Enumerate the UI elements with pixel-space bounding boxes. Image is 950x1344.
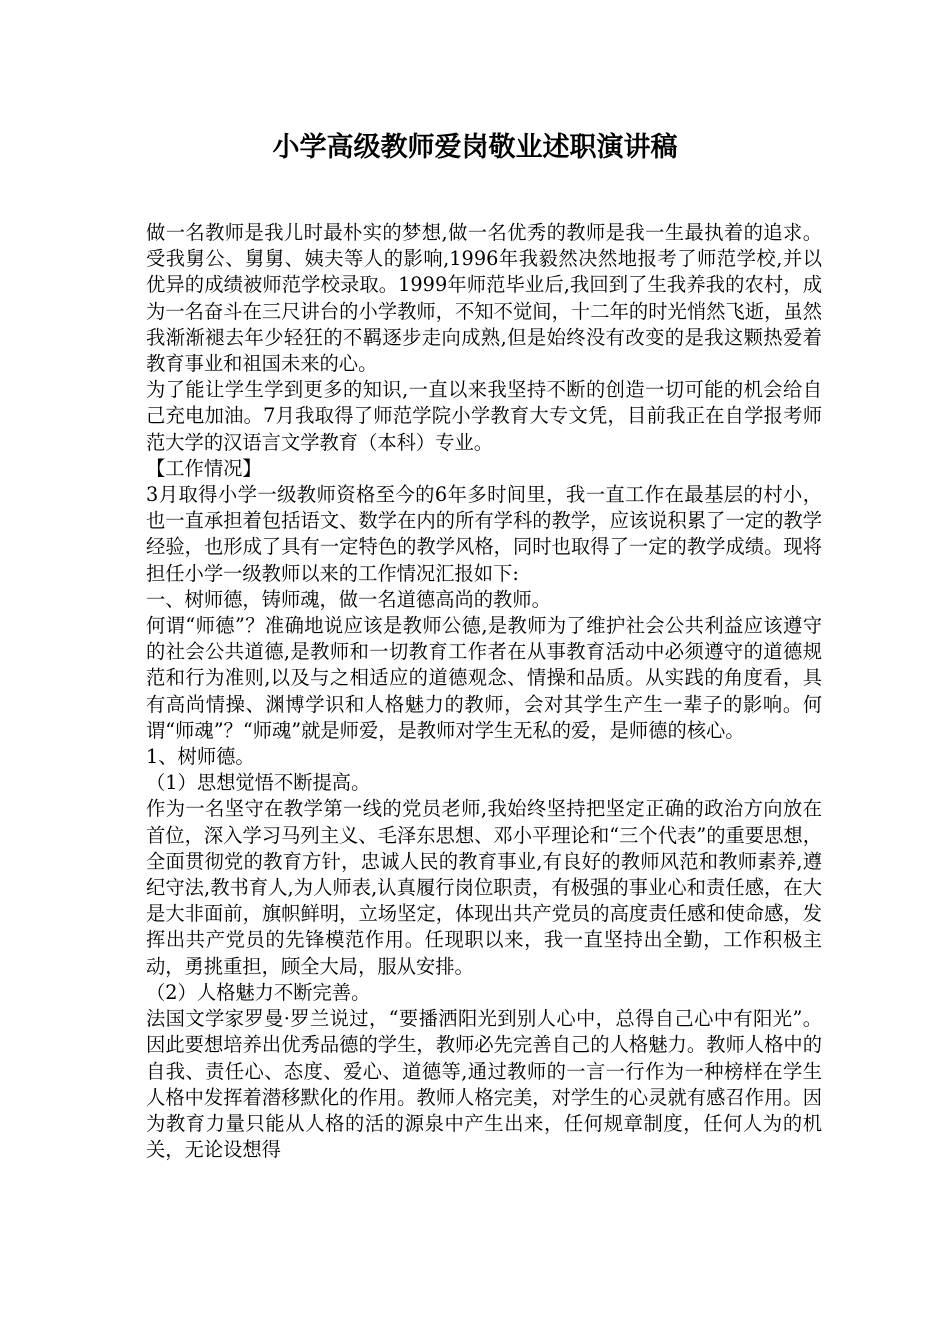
paragraph-personality: 法国文学家罗曼·罗兰说过，“要播洒阳光到别人心中，总得自己心中有阳光”。因此要想培养出优秀品德的学生，教师必先完善自己的人格魅力。教师人格中的自我、责任心、态度、爱心、道德等,通过教师的一言一行作为一种榜样在学生人格中发挥着潜移默化的作用。教师人格完美，对学生的心灵就有感召作用。因为教育力量只能从人格的活的源泉中产生出来，任何规章制度，任何人为的机关，无论设想得 bbox=[146, 1007, 822, 1162]
paragraph-work-summary: 3月取得小学一级教师资格至今的6年多时间里，我一直工作在最基层的村小，也一直承担着包括语文、数学在内的所有学科的教学，应该说积累了一定的教学经验，也形成了具有一定特色的教学风格，同时也取得了一定的教学成绩。现将担任小学一级教师以来的工作情况汇报如下: bbox=[146, 483, 822, 585]
paragraph-intro: 做一名教师是我儿时最朴实的梦想,做一名优秀的教师是我一生最执着的追求。受我舅公、舅舅、姨夫等人的影响,1996年我毅然决然地报考了师范学校,并以优异的成绩被师范学校录取。1999年师范毕业后,我回到了生我养我的农村，成为一名奋斗在三尺讲台的小学教师，不知不觉间，十二年的时光悄然飞逝，虽然我渐渐褪去年少轻狂的不羁逐步走向成熟,但是始终没有改变的是我这颗热爱着教育事业和祖国未来的心。 bbox=[146, 221, 822, 376]
subheading-personality: （2）人格魅力不断完善。 bbox=[146, 980, 371, 1004]
section-heading-ethics: 一、树师德，铸师魂，做一名道德高尚的教师。 bbox=[146, 587, 551, 611]
section-heading-work: 【工作情况】 bbox=[146, 456, 262, 480]
paragraph-ethics-definition: 何谓“师德”？准确地说应该是教师公德,是教师为了维护社会公共利益应该遵守的社会公共道德,是教师和一切教育工作者在从事教育活动中必须遵守的道德规范和行为准则,以及与之相适应的道德观念、情操和品质。从实践的角度看，具有高尚情操、渊博学识和人格魅力的教师，会对其学生产生一辈子的影响。何谓“师魂”？“师魂”就是师爱，是教师对学生无私的爱，是师德的核心。 bbox=[146, 614, 822, 742]
paragraph-study: 为了能让学生学到更多的知识,一直以来我坚持不断的创造一切可能的机会给自己充电加油。7月我取得了师范学院小学教育大专文凭，目前我正在自学报考师范大学的汉语言文学教育（本科）专业。 bbox=[146, 378, 822, 454]
document-title: 小学高级教师爱岗敬业述职演讲稿 bbox=[272, 132, 678, 163]
paragraph-thought: 作为一名坚守在教学第一线的党员老师,我始终坚持把坚定正确的政治方向放在首位，深入学习马列主义、毛泽东思想、邓小平理论和“三个代表”的重要思想，全面贯彻党的教育方针，忠诚人民的教育事业,有良好的教师风范和教师素养,遵纪守法,教书育人,为人师表,认真履行岗位职责，有极强的事业心和责任感，在大是大非面前，旗帜鲜明，立场坚定，体现出共产党员的高度责任感和使命感，发挥出共产党员的先锋模范作用。任现职以来，我一直坚持出全勤，工作积极主动，勇挑重担，顾全大局，服从安排。 bbox=[146, 797, 822, 978]
subheading-ethics: 1、树师德。 bbox=[146, 745, 255, 769]
subheading-thought: （1）思想觉悟不断提高。 bbox=[146, 771, 371, 795]
document-body bbox=[146, 220, 822, 1163]
